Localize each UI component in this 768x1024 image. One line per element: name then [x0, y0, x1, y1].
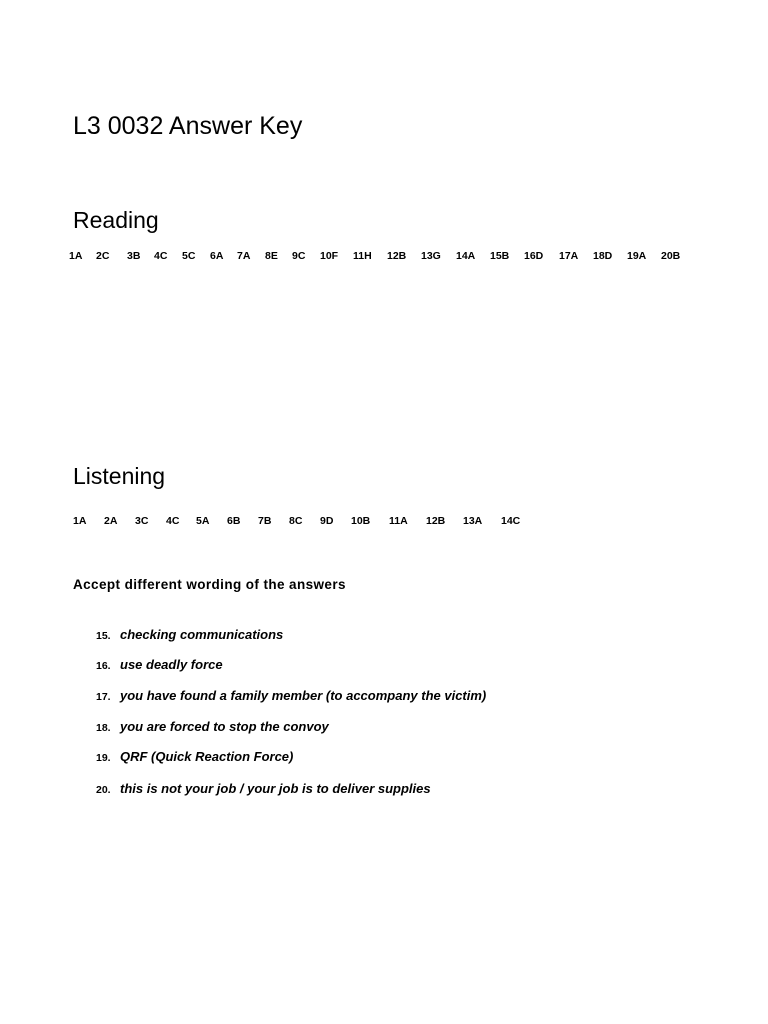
- item-number: 17.: [96, 691, 111, 703]
- item-answer: this is not your job / your job is to deliver supplies: [120, 781, 431, 796]
- reading-answer: 18D: [593, 250, 613, 262]
- listening-heading: Listening: [73, 463, 166, 489]
- item-number: 20.: [96, 784, 111, 796]
- reading-answer: 4C: [154, 250, 168, 262]
- listening-answer: 1A: [73, 515, 87, 527]
- listening-answer: 13A: [463, 515, 483, 527]
- reading-answer: 9C: [292, 250, 306, 262]
- reading-answer: 8E: [265, 250, 278, 262]
- reading-answer: 19A: [627, 250, 647, 262]
- reading-answer: 10F: [320, 250, 339, 262]
- reading-answer: 16D: [524, 250, 544, 262]
- listening-answer: 7B: [258, 515, 272, 527]
- item-answer: QRF (Quick Reaction Force): [120, 749, 294, 764]
- listening-answer: 9D: [320, 515, 334, 527]
- listening-answer: 12B: [426, 515, 446, 527]
- reading-heading: Reading: [73, 207, 159, 233]
- reading-answer: 15B: [490, 250, 510, 262]
- item-answer: you are forced to stop the convoy: [120, 719, 329, 734]
- item-answer: checking communications: [120, 627, 284, 642]
- item-number: 18.: [96, 722, 111, 734]
- listening-answer: 14C: [501, 515, 521, 527]
- listening-answer: 5A: [196, 515, 210, 527]
- reading-answer: 7A: [237, 250, 251, 262]
- reading-answer: 14A: [456, 250, 476, 262]
- reading-answer: 17A: [559, 250, 579, 262]
- listening-answer: 3C: [135, 515, 149, 527]
- item-number: 15.: [96, 630, 111, 642]
- reading-answer: 13G: [421, 250, 441, 262]
- reading-answer: 6A: [210, 250, 224, 262]
- item-answer: use deadly force: [120, 657, 223, 672]
- reading-answer: 5C: [182, 250, 196, 262]
- instruction-note: Accept different wording of the answers: [73, 577, 346, 592]
- reading-answer: 12B: [387, 250, 407, 262]
- listening-answer: 8C: [289, 515, 303, 527]
- item-number: 16.: [96, 660, 111, 672]
- reading-answer: 1A: [69, 250, 83, 262]
- reading-answer: 11H: [353, 250, 372, 262]
- item-number: 19.: [96, 752, 111, 764]
- listening-answer: 10B: [351, 515, 371, 527]
- listening-answer: 4C: [166, 515, 180, 527]
- listening-answer: 11A: [389, 515, 408, 527]
- page-title: L3 0032 Answer Key: [73, 112, 303, 140]
- listening-answer: 2A: [104, 515, 118, 527]
- listening-answer: 6B: [227, 515, 241, 527]
- item-answer: you have found a family member (to accompany the victim): [120, 688, 487, 703]
- reading-answer: 3B: [127, 250, 141, 262]
- reading-answer: 2C: [96, 250, 110, 262]
- reading-answer: 20B: [661, 250, 681, 262]
